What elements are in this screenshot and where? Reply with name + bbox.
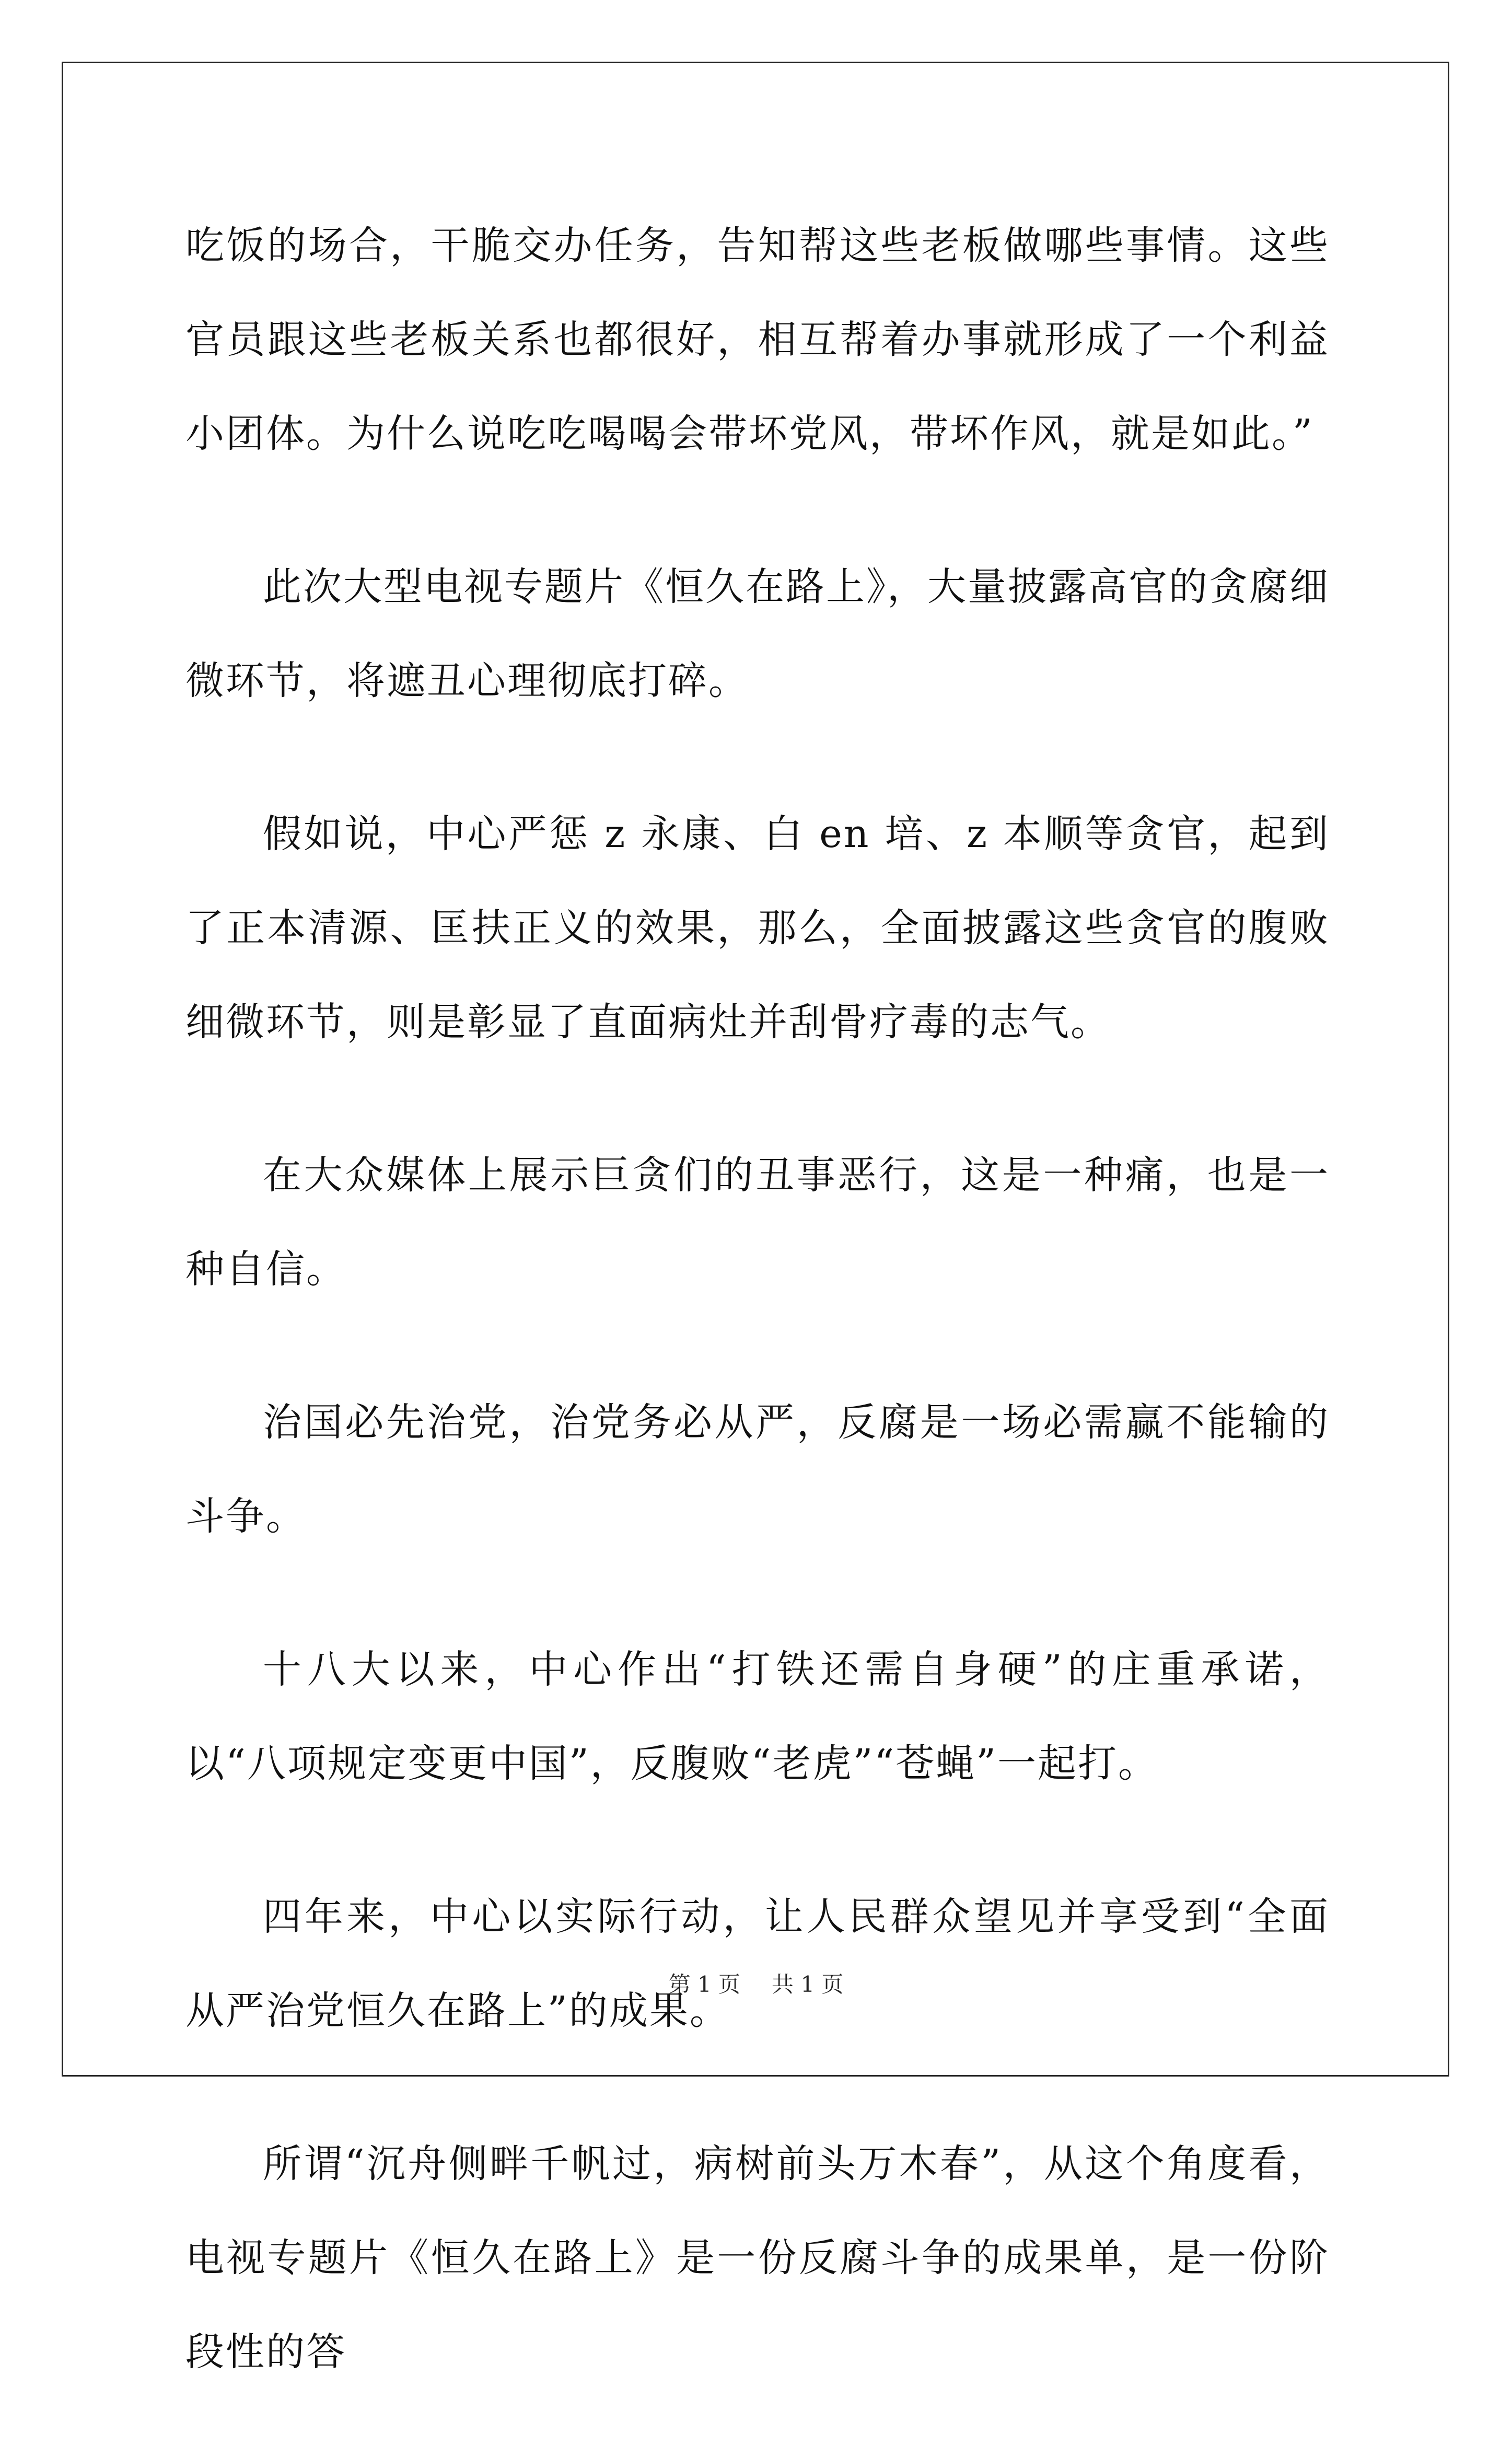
paragraph: 治国必先治党，治党务必从严，反腐是一场必需赢不能输的斗争。 — [185, 1400, 1330, 1539]
page-number: 第 1 页 — [668, 1972, 740, 1997]
paragraph: 十八大以来，中心作出“打铁还需自身硬”的庄重承诺，以“八项规定变更中国”，反腹败“老虎”“苍蝇”一起打。 — [185, 1647, 1330, 1786]
paragraph: 在大众媒体上展示巨贪们的丑事恶行，这是一种痛，也是一种自信。 — [185, 1153, 1330, 1292]
paragraph: 吃饭的场合，干脆交办任务，告知帮这些老板做哪些事情。这些官员跟这些老板关系也都很好，相互帮着办事就形成了一个利益小团体。为什么说吃吃喝喝会带坏党风，带坏作风，就是如此。” — [185, 223, 1330, 456]
page-footer — [0, 1969, 1512, 2000]
document-body — [185, 199, 1330, 2458]
page-total: 共 1 页 — [772, 1972, 844, 1997]
paragraph: 四年来，中心以实际行动，让人民群众望见并享受到“全面从严治党恒久在路上”的成果。 — [185, 1894, 1330, 2033]
paragraph: 此次大型电视专题片《恒久在路上》，大量披露高官的贪腐细微环节，将遮丑心理彻底打碎。 — [185, 564, 1330, 703]
paragraph: 所谓“沉舟侧畔千帆过，病树前头万木春”，从这个角度看，电视专题片《恒久在路上》是一份反腐斗争的成果单，是一份阶段性的答 — [185, 2141, 1330, 2374]
paragraph: 假如说，中心严惩 z 永康、白 en 培、z 本顺等贪官，起到了正本清源、匡扶正义的效果，那么，全面披露这些贪官的腹败细微环节，则是彰显了直面病灶并刮骨疗毒的志气。 — [185, 811, 1330, 1045]
